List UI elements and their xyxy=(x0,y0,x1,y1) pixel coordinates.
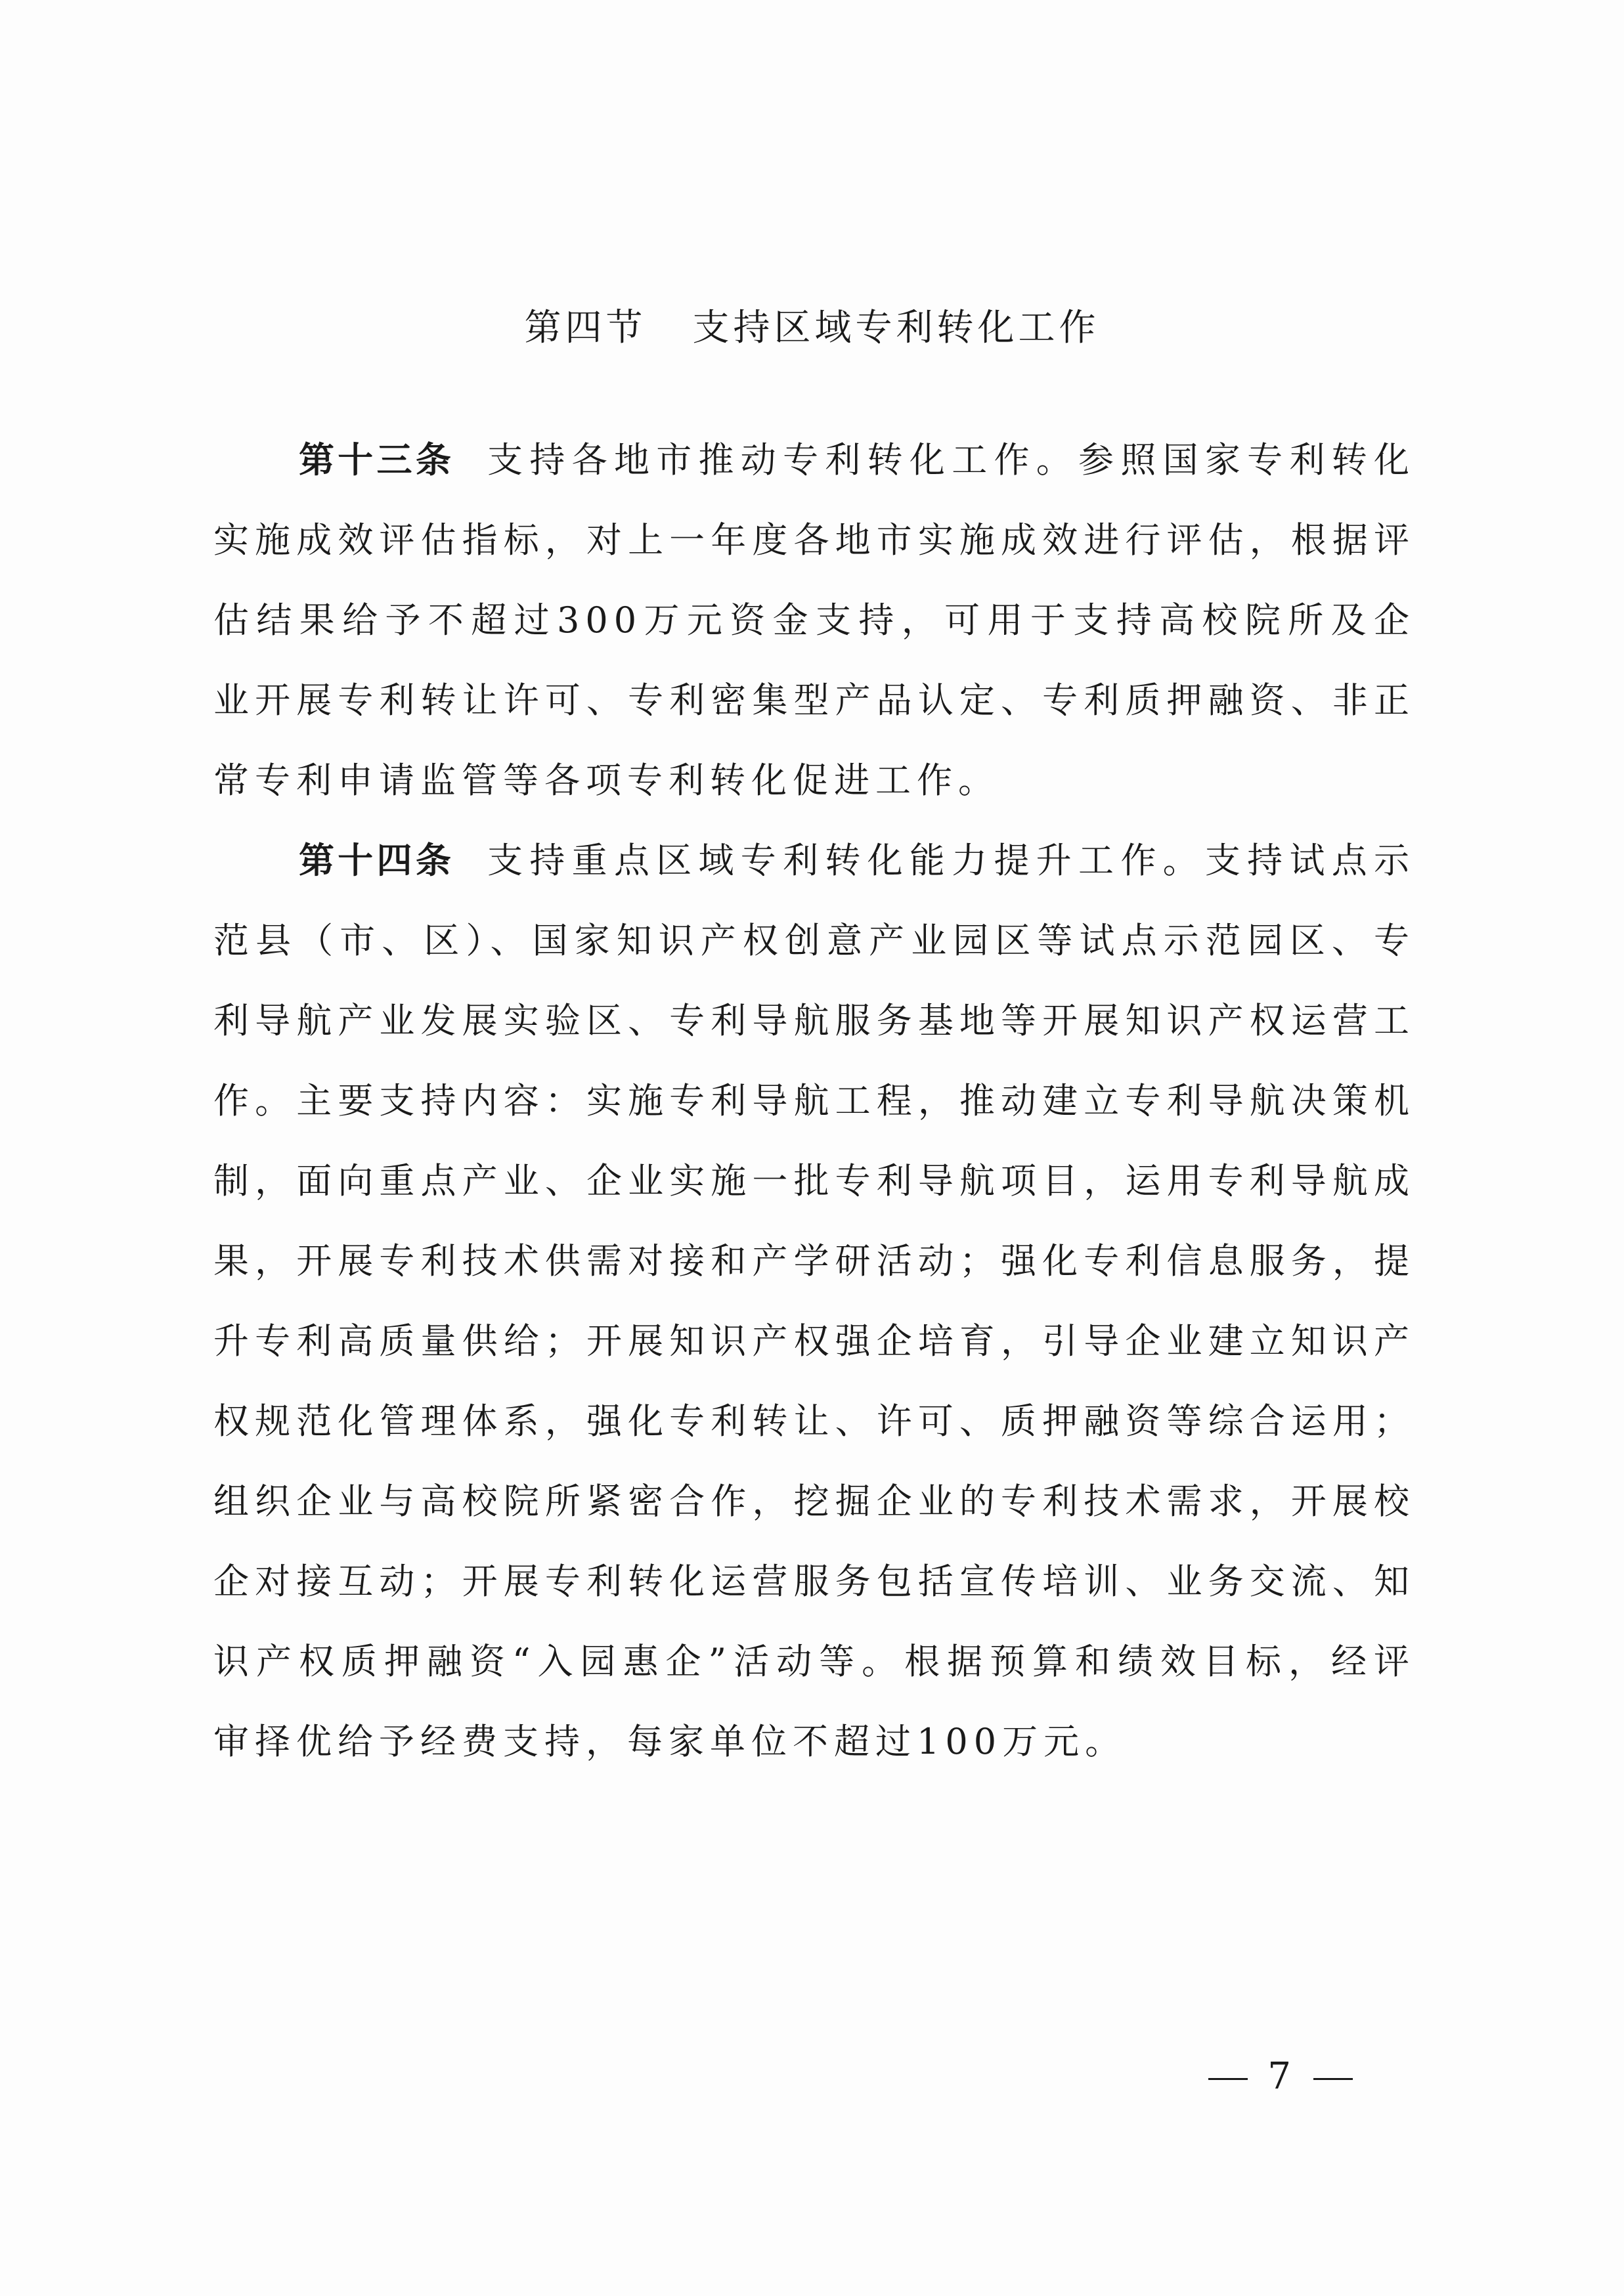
article-13 xyxy=(213,420,1415,821)
article-14-label: 第十四条 xyxy=(299,840,455,881)
page-footer xyxy=(0,2055,1372,2098)
article-13-text: 支持各地市推动专利转化工作。参照国家专利转化实施成效评估指标，对上一年度各地市实施成效进行评估，根据评估结果给予不超过300万元资金支持，可用于支持高校院所及企业开展专利转让许可、专利密集型产品认定、专利质押融资、非正常专利申请监管等各项专利转化促进工作。 xyxy=(213,439,1416,801)
section-number: 第四节 xyxy=(524,307,647,349)
dash-right-icon xyxy=(1313,2078,1353,2080)
dash-left-icon xyxy=(1208,2078,1248,2080)
section-heading xyxy=(0,299,1624,351)
document-body xyxy=(213,420,1415,1782)
article-14 xyxy=(213,821,1415,1782)
article-13-label: 第十三条 xyxy=(299,439,455,481)
section-title-text: 支持区域专利转化工作 xyxy=(692,307,1100,349)
article-14-text: 支持重点区域专利转化能力提升工作。支持试点示范县（市、区）、国家知识产权创意产业园区等试点示范园区、专利导航产业发展实验区、专利导航服务基地等开展知识产权运营工作。主要支持内容：实施专利导航工程，推动建立专利导航决策机制，面向重点产业、企业实施一批专利导航项目，运用专利导航成果，开展专利技术供需对接和产学研活动；强化专利信息服务，提升专利高质量供给；开展知识产权强企培育，引导企业建立知识产权规范化管理体系，强化专利转让、许可、质押融资等综合运用；组织企业与高校院所紧密合作，挖掘企业的专利技术需求，开展校企对接互动；开展专利转化运营服务包括宣传培训、业务交流、知识产权质押融资“入园惠企”活动等。根据预算和绩效目标，经评审择优给予经费支持，每家单位不超过100万元。 xyxy=(213,840,1416,1762)
page-number: 7 xyxy=(1267,2055,1294,2098)
